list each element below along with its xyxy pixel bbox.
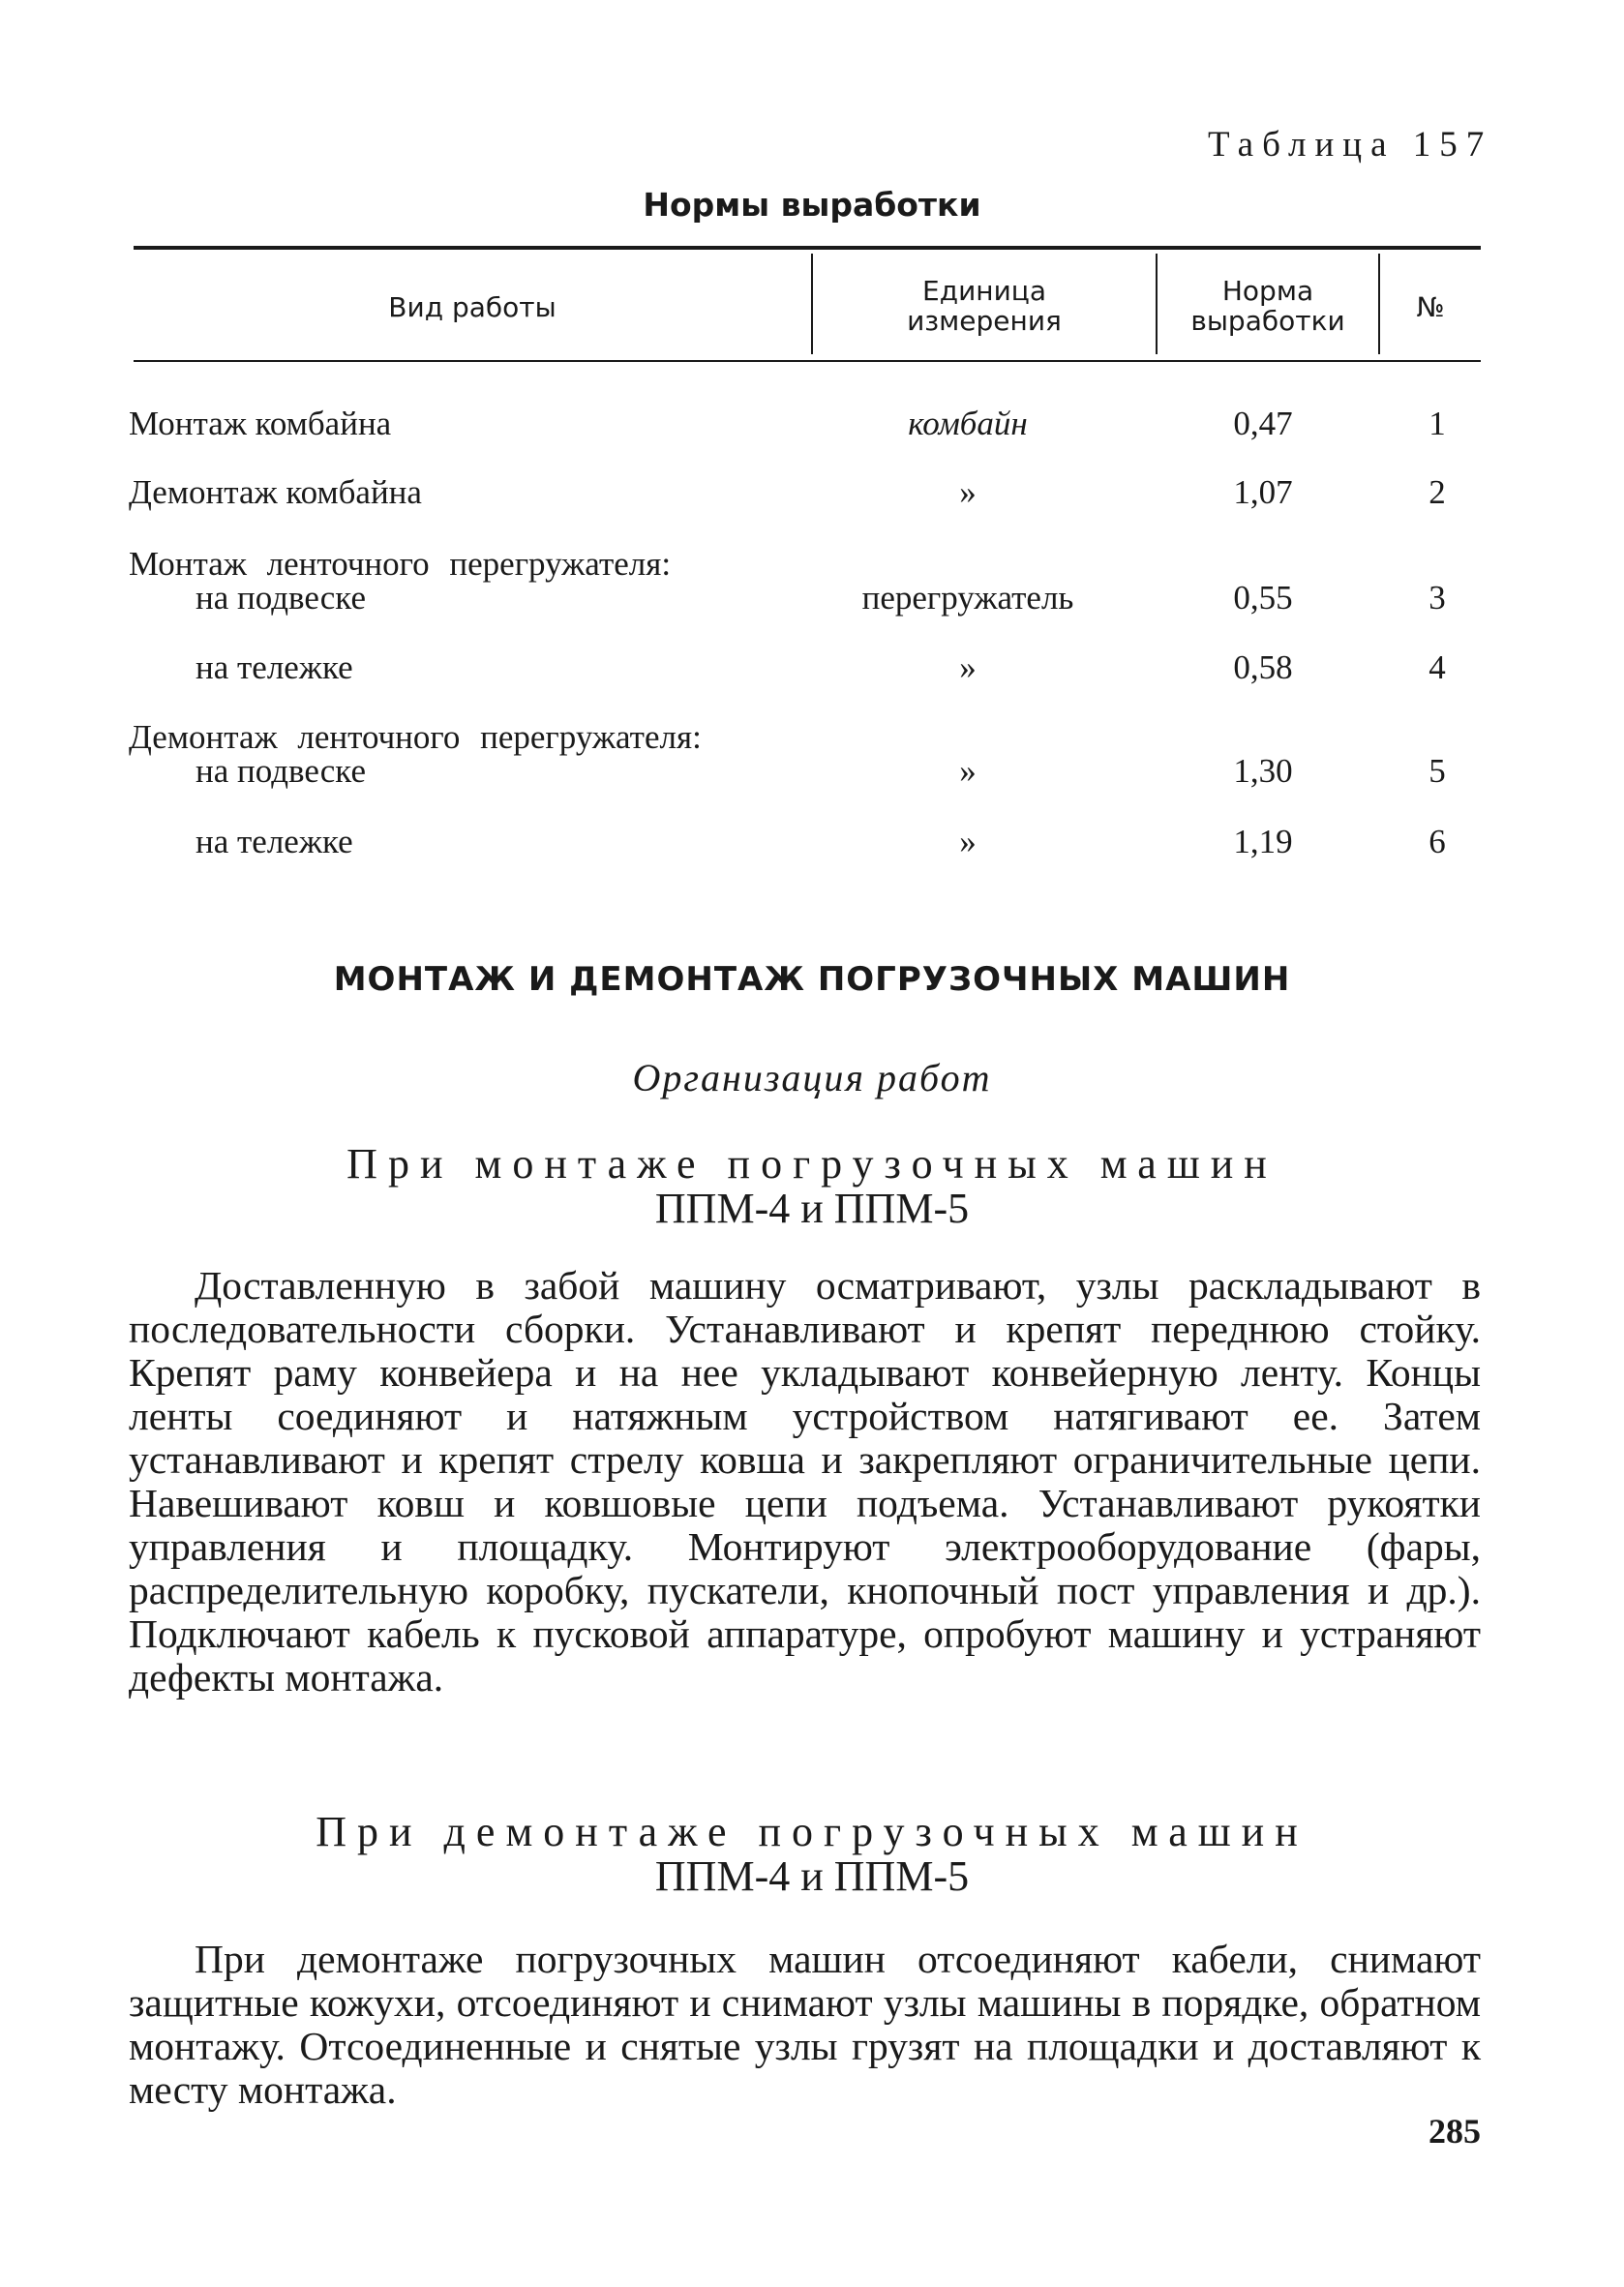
table-cell-work: Демонтаж комбайна [129,473,422,511]
dismounting-heading-line1: При демонтаже погрузочных машин [316,1808,1308,1855]
mounting-heading-line2: ППМ-4 и ППМ-5 [654,1185,970,1232]
table-cell-norm: 0,47 [1233,405,1293,442]
table-title: Нормы выработки [643,186,981,224]
table-cell-norm: 1,30 [1233,752,1293,790]
mounting-paragraph: Доставленную в забой машину осматривают, узлы раскладывают в последовательности сборки. Устанавливают и крепят переднюю стойку. Крепят раму конвейера и на нее укладывают конвейерную ленту. Концы ленты соединяют и натяжным устройством натягивают ее. Затем устанавливают и крепят стрелу ковша и закрепляют ограничительные цепи. Навешивают ковш и ковшовые цепи подъема. Устанавливают рукоятки управления и площадку. Монтируют электрооборудование (фары, распределительную коробку, пускатели, кнопочный пост управления и др.). Подключают кабель к пусковой аппаратуре, опробуют машину и устраняют дефекты монтажа. [129,1263,1481,1700]
table-cell-norm: 1,07 [1233,473,1293,511]
table-cell-number: 6 [1429,823,1446,860]
header-unit-line1: Единица [922,275,1046,307]
table-cell-unit: перегружатель [861,579,1074,617]
table-cell-unit: » [959,823,977,860]
section-title: МОНТАЖ И ДЕМОНТАЖ ПОГРУЗОЧНЫХ МАШИН [333,960,1291,999]
header-unit [813,276,1156,336]
table-cell-work: на подвеске [195,579,366,617]
table-cell-work: на тележке [195,823,353,860]
header-number: № [1416,291,1445,323]
table-cell-unit: » [959,648,977,686]
table-cell-number: 3 [1429,579,1446,617]
mounting-heading [0,1142,1624,1231]
header-norm-line1: Норма [1221,275,1314,307]
header-work: Вид работы [388,291,556,323]
section-subtitle: Организация работ [632,1056,992,1099]
table-cell-norm: 0,58 [1233,648,1293,686]
table-header-rule [134,360,1481,362]
table-cell-number: 4 [1429,648,1446,686]
dismounting-paragraph: При демонтаже погрузочных машин отсоединяют кабели, снимают защитные кожухи, отсоединяют и снимают узлы машины в порядке, обратном монтажу. Отсоединенные и снятые узлы грузят на площадки и доставляют к месту монтажа. [129,1937,1481,2112]
table-top-rule [134,246,1481,250]
table-label: Таблица 157 [1208,125,1493,165]
table-cell-number: 1 [1429,405,1446,442]
mounting-heading-line1: При монтаже погрузочных машин [346,1140,1278,1188]
table-cell-unit: комбайн [908,405,1028,442]
table-cell-work: на подвеске [195,752,366,790]
table-cell-work: на тележке [195,648,353,686]
dismounting-heading-line2: ППМ-4 и ППМ-5 [654,1852,970,1900]
table-group-label: Демонтаж ленточного перегружателя: [129,718,702,756]
dismounting-heading [0,1810,1624,1899]
header-norm [1158,276,1378,336]
header-norm-line2: выработки [1190,305,1345,337]
table-cell-unit: » [959,473,977,511]
table-cell-number: 5 [1429,752,1446,790]
table-cell-number: 2 [1429,473,1446,511]
table-cell-norm: 1,19 [1233,823,1293,860]
header-unit-line2: измерения [907,305,1062,337]
table-group-label: Монтаж ленточного перегружателя: [129,545,672,583]
table-cell-work: Монтаж комбайна [129,405,392,442]
table-cell-unit: » [959,752,977,790]
table-cell-norm: 0,55 [1233,579,1293,617]
page-number: 285 [1429,2112,1481,2151]
